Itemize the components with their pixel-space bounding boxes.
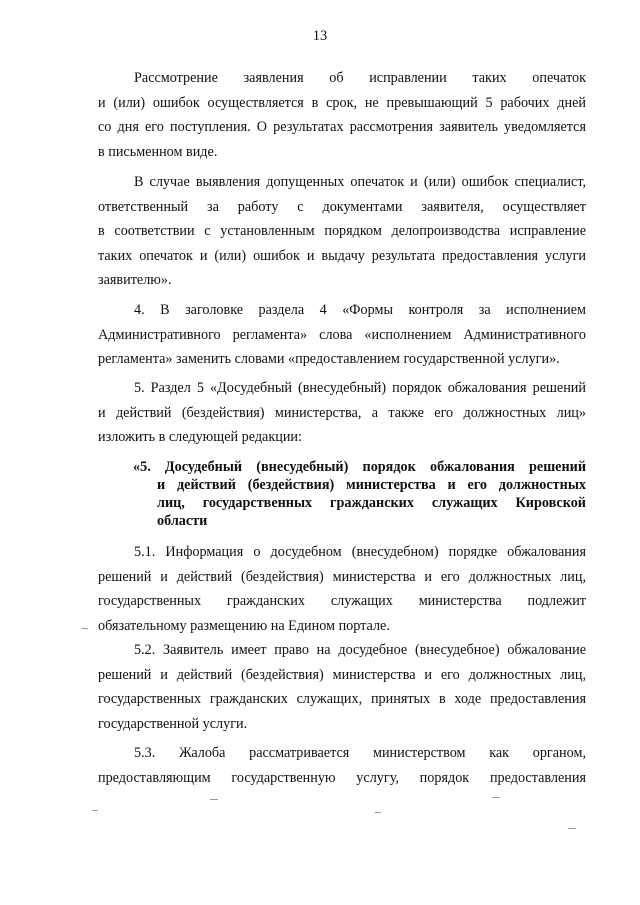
text-line: предоставляющим государственную услугу, порядок предоставления [98, 769, 586, 786]
page-number: 13 [312, 28, 328, 44]
text-line: регламента» заменить словами «предоставлением государственной услуги». [98, 351, 560, 368]
text-line: и (или) ошибок осуществляется в срок, не превышающий 5 рабочих дней [98, 94, 586, 111]
scan-mark [492, 797, 500, 798]
paragraph-correction-review [98, 66, 586, 164]
text-line: со дня его поступления. О результатах рассмотрения заявитель уведомляется [98, 119, 586, 136]
text-line: В случае выявления допущенных опечаток и (или) ошибок специалист, [134, 174, 586, 190]
text-line: решений и действий (бездействия) министерства и его должностных лиц, [98, 666, 586, 683]
paragraph-5-2 [98, 638, 586, 736]
text-line: решений и действий (бездействия) министерства и его должностных лиц, [98, 568, 586, 585]
text-line: ответственный за работу с документами заявителя, осуществляет [98, 198, 586, 215]
text-line: и действий (бездействия) министерства, а также его должностных лиц» [98, 404, 586, 421]
paragraph-error-detection [98, 170, 586, 293]
heading-line: лиц, государственных гражданских служащих Кировской [157, 495, 586, 511]
text-line: заявителю». [98, 272, 172, 289]
scan-mark [568, 828, 576, 829]
scan-mark [92, 810, 98, 811]
text-line: таких опечаток и (или) ошибок и выдачу результата предоставления услуги [98, 247, 586, 264]
scan-mark [210, 799, 218, 800]
text-line: в письменном виде. [98, 143, 218, 160]
paragraph-5-1 [98, 540, 586, 638]
text-line: изложить в следующей редакции: [98, 429, 302, 446]
heading-line: области [157, 513, 208, 529]
heading-line: и действий (бездействия) министерства и его должностных [157, 477, 586, 493]
text-line: в соответствии с установленным порядком делопроизводства исправление [98, 223, 586, 240]
heading-line: «5. Досудебный (внесудебный) порядок обжалования решений [133, 459, 586, 475]
text-line: 5.1. Информация о досудебном (внесудебном) порядке обжалования [134, 544, 586, 560]
paragraph-item-5 [98, 376, 586, 450]
text-line: Рассмотрение заявления об исправлении таких опечаток [134, 70, 586, 86]
text-line: обязательному размещению на Едином портале. [98, 617, 390, 634]
text-line: государственных гражданских служащих министерства подлежит [98, 593, 586, 610]
scan-mark [375, 812, 381, 813]
text-line: государственной услуги. [98, 715, 248, 732]
text-line: 5. Раздел 5 «Досудебный (внесудебный) порядок обжалования решений [134, 380, 586, 396]
text-line: 5.2. Заявитель имеет право на досудебное (внесудебное) обжалование [134, 642, 586, 658]
scan-mark [82, 628, 88, 629]
paragraph-item-4 [98, 298, 586, 372]
paragraph-5-3 [98, 741, 586, 790]
section-5-heading [133, 458, 586, 530]
text-line: 4. В заголовке раздела 4 «Формы контроля за исполнением [134, 302, 586, 318]
text-line: Административного регламента» слова «исполнением Административного [98, 326, 586, 343]
text-line: государственных гражданских служащих, принятых в ходе предоставления [98, 691, 586, 708]
text-line: 5.3. Жалоба рассматривается министерством как органом, [134, 745, 586, 761]
